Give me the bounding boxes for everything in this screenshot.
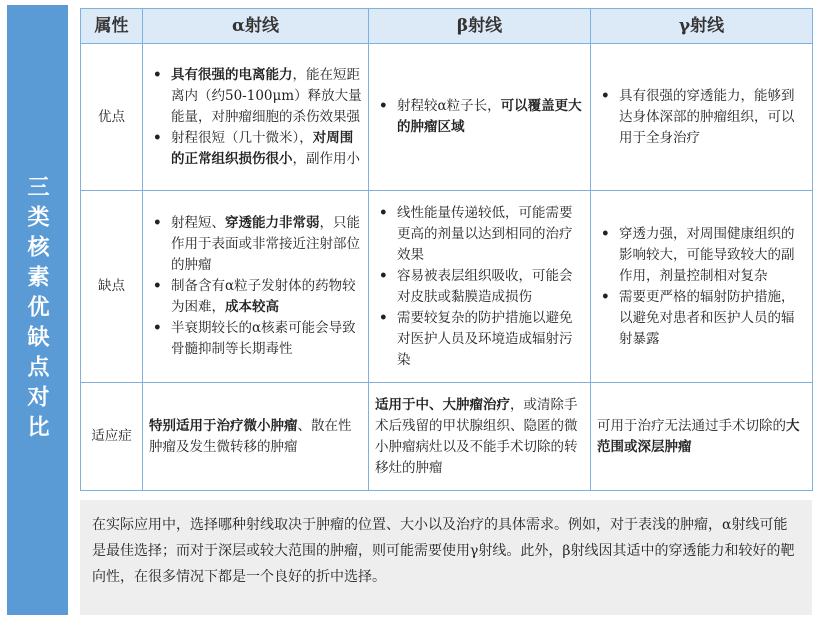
bullet-item [375,266,584,308]
bold-text: 成本较高 [225,299,279,315]
text: 半衰期较长的α核素可能会导致骨髓抑制等长期毒性 [171,320,356,357]
bullet-item [597,287,806,350]
text: 可用于治疗无法通过手术切除的 [597,417,786,434]
text: 射程很短（几十微米）， [171,129,313,146]
bold-text: 穿透能力非常弱 [225,215,320,231]
bold-text: 大范围或深层肿瘤 [597,417,800,455]
text: 制备含有α粒子发射体的药物较为困难， [171,278,356,315]
bullet-item [375,203,584,266]
text: ，能在短距离内（约50-100μm）释放大量能量，对肿瘤细胞的杀伤效果强 [171,66,362,125]
sidebar-title: 三类核素优缺点对比 [24,175,50,445]
bullet-item [149,65,362,128]
row-label: 适应症 [81,383,143,491]
header-beta: β射线 [369,9,591,44]
sidebar-title-panel [7,5,68,615]
bold-text: 具有很强的电离能力 [171,66,293,83]
cell-text [149,416,362,458]
text: 射程较α粒子长， [397,98,501,114]
table-row [81,44,813,191]
bullet-item [375,96,584,138]
text: 穿透力强，对周围健康组织的影响较大，可能导致较大的副作用，剂量控制相对复杂 [619,225,795,284]
bullet-item [149,318,362,360]
text: ，或清除手术后残留的甲状腺组织、隐匿的微小肿瘤病灶以及不能手术切除的转移灶的肿瘤 [375,396,578,476]
bullet-item [597,224,806,287]
cell-text [375,395,584,479]
row-label: 缺点 [81,191,143,383]
text: 具有很强的穿透能力，能够到达身体深部的肿瘤组织，可以用于全身治疗 [619,87,795,146]
text: 射程短、 [171,215,225,231]
text: ，只能作用于表面或非常接近注射部位的肿瘤 [171,215,360,273]
cell-beta [369,44,591,191]
cell-text [597,416,806,458]
bold-text: 适用于中、大肿瘤治疗 [375,396,510,413]
bullet-item [149,276,362,318]
comparison-table [80,8,813,491]
text: 、散在性肿瘤及发生微转移的肿瘤 [149,417,352,455]
bullet-item [597,86,806,149]
table-row [81,191,813,383]
bold-text: 特别适用于治疗微小肿瘤 [149,417,298,434]
header-attribute: 属性 [81,9,143,44]
cell-alpha [143,191,369,383]
cell-gamma [591,383,813,491]
header-alpha: α射线 [143,9,369,44]
table-row [81,383,813,491]
bullet-item [149,213,362,276]
cell-gamma [591,44,813,191]
header-gamma: γ射线 [591,9,813,44]
cell-gamma [591,191,813,383]
text: 线性能量传递较低，可能需要更高的剂量以达到相同的治疗效果 [397,204,573,263]
summary-note: 在实际应用中，选择哪种射线取决于肿瘤的位置、大小以及治疗的具体需求。例如，对于表浅的肿瘤，α射线可能是最佳选择；而对于深层或较大范围的肿瘤，则可能需要使用γ射线。此外，β射线因其适中的穿透能力和较好的靶向性，在很多情况下都是一个良好的折中选择。 [80,500,812,615]
bullet-item [149,128,362,170]
text: 容易被表层组织吸收，可能会对皮肤或黏膜造成损伤 [397,267,573,305]
text: 需要较复杂的防护措施以避免对医护人员及环境造成辐射污染 [397,309,573,368]
text: 需要更严格的辐射防护措施，以避免对患者和医护人员的辐射暴露 [619,288,795,347]
row-label: 优点 [81,44,143,191]
header-row [81,9,813,44]
cell-beta [369,383,591,491]
bold-text: 可以覆盖更大的肿瘤区域 [397,98,582,135]
bold-text: 对周围的正常组织损伤很小 [171,129,354,167]
bullet-item [375,308,584,371]
text: ，副作用小 [292,150,360,167]
cell-beta [369,191,591,383]
cell-alpha [143,383,369,491]
cell-alpha [143,44,369,191]
